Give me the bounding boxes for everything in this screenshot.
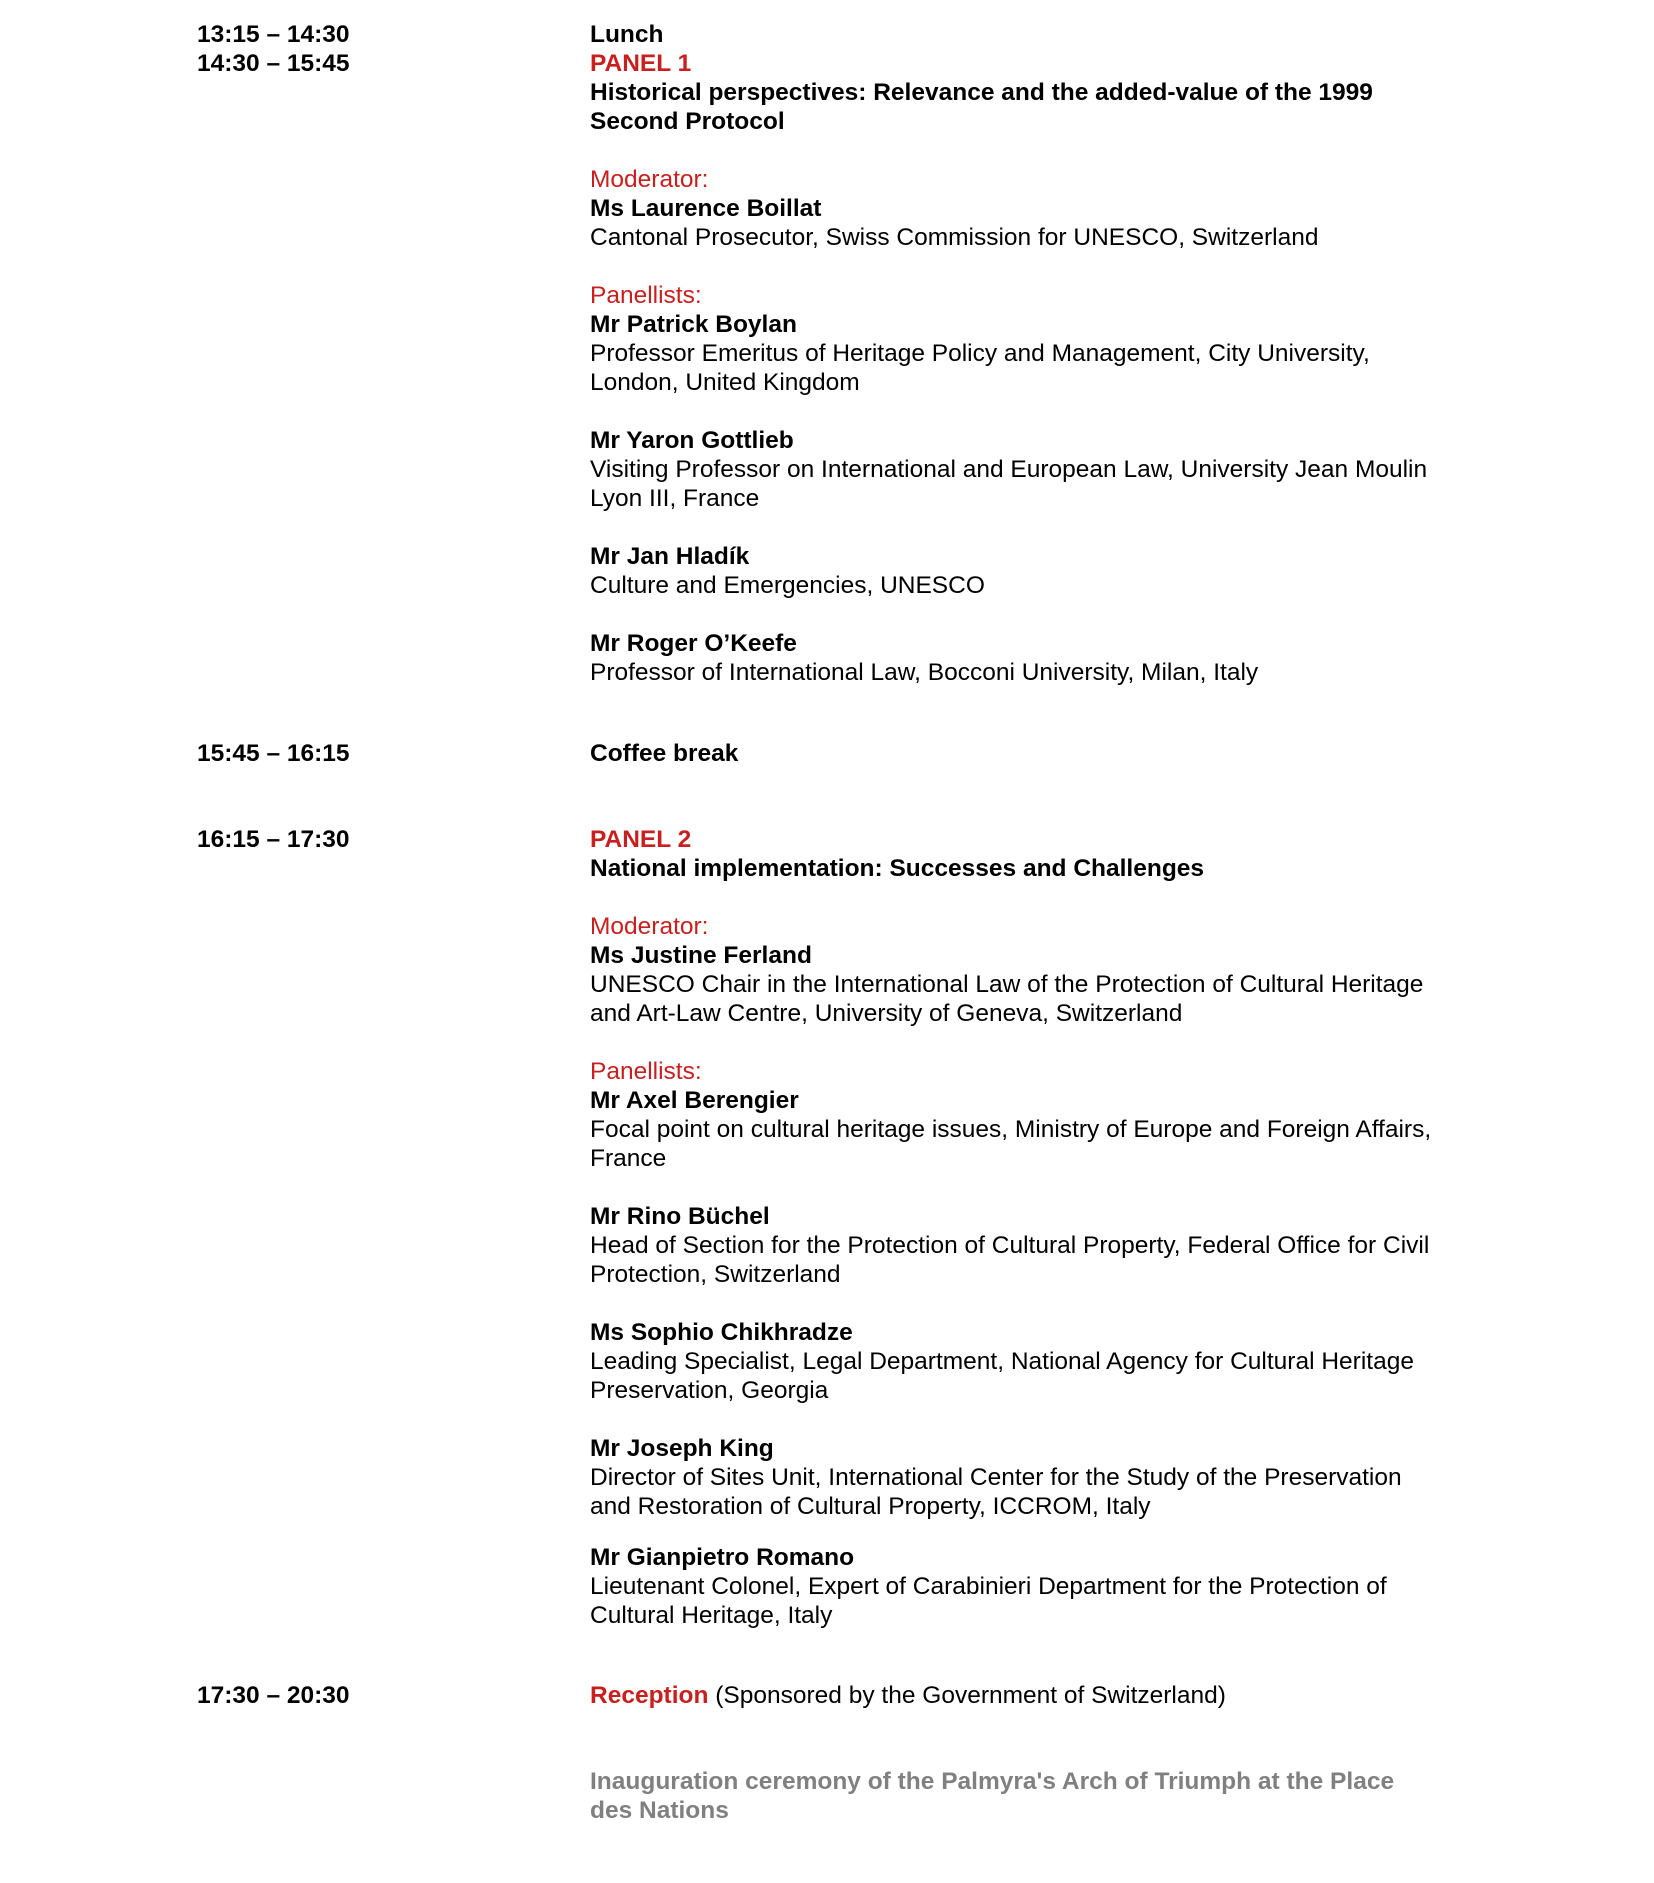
reception-section <box>590 1681 1490 1710</box>
panel-2-title: National implementation: Successes and Challenges <box>590 855 1205 882</box>
panel-1-section <box>590 20 1490 687</box>
reception-label: Reception <box>590 1682 709 1709</box>
lunch-label: Lunch <box>590 21 664 48</box>
panellist-name: Mr Patrick Boylan <box>590 311 797 338</box>
slot-time-reception: 17:30 – 20:30 <box>197 1682 350 1709</box>
reception-line <box>590 1681 1490 1710</box>
panellist-role: and Restoration of Cultural Property, ICCROM, Italy <box>590 1493 1151 1520</box>
inauguration-line-2: des Nations <box>590 1797 729 1824</box>
coffee-break-section <box>590 739 1490 768</box>
slot-time-lunch: 13:15 – 14:30 <box>197 21 350 48</box>
reception-note: (Sponsored by the Government of Switzerland) <box>708 1682 1226 1709</box>
panellist-role: Protection, Switzerland <box>590 1261 841 1288</box>
panellist-name: Mr Joseph King <box>590 1435 774 1462</box>
panellist-role: Cultural Heritage, Italy <box>590 1602 833 1629</box>
panellist-name: Ms Sophio Chikhradze <box>590 1319 853 1346</box>
panel-2-moderator-role: and Art-Law Centre, University of Geneva, Switzerland <box>590 1000 1183 1027</box>
panel-2-moderator-role: UNESCO Chair in the International Law of the Protection of Cultural Heritage <box>590 971 1424 998</box>
panellist-role: Visiting Professor on International and European Law, University Jean Moulin <box>590 456 1428 483</box>
panel-1-moderator-role: Cantonal Prosecutor, Swiss Commission for UNESCO, Switzerland <box>590 224 1319 251</box>
panellist-role: Focal point on cultural heritage issues, Ministry of Europe and Foreign Affairs, <box>590 1116 1432 1143</box>
panel-2-moderator-name: Ms Justine Ferland <box>590 942 812 969</box>
panellist-role: London, United Kingdom <box>590 369 860 396</box>
panellist-role: Head of Section for the Protection of Cultural Property, Federal Office for Civil <box>590 1232 1430 1259</box>
panellist-role: Director of Sites Unit, International Center for the Study of the Preservation <box>590 1464 1402 1491</box>
panellist-name: Mr Jan Hladík <box>590 543 750 570</box>
slot-time-coffee-break: 15:45 – 16:15 <box>197 740 350 767</box>
panel-1-title-line-2: Second Protocol <box>590 108 785 135</box>
panellist-role: France <box>590 1145 667 1172</box>
panel-2-section <box>590 825 1490 1630</box>
panel-1-moderator-name: Ms Laurence Boillat <box>590 195 822 222</box>
panellist-role: Lyon III, France <box>590 485 760 512</box>
panel-2-label: PANEL 2 <box>590 826 692 853</box>
panellist-role: Leading Specialist, Legal Department, National Agency for Cultural Heritage <box>590 1348 1414 1375</box>
slot-time-panel-1: 14:30 – 15:45 <box>197 50 350 77</box>
panellist-name: Mr Yaron Gottlieb <box>590 427 794 454</box>
panellist-role: Preservation, Georgia <box>590 1377 829 1404</box>
inauguration-section <box>590 1767 1490 1825</box>
panellist-name: Mr Roger O’Keefe <box>590 630 797 657</box>
slot-time-panel-2: 16:15 – 17:30 <box>197 826 350 853</box>
panellist-role: Lieutenant Colonel, Expert of Carabinieri Department for the Protection of <box>590 1573 1387 1600</box>
panellist-name: Mr Gianpietro Romano <box>590 1544 855 1571</box>
panel-1-label: PANEL 1 <box>590 50 692 77</box>
panellist-name: Mr Rino Büchel <box>590 1203 770 1230</box>
panellist-role: Culture and Emergencies, UNESCO <box>590 572 985 599</box>
panellist-role: Professor of International Law, Bocconi University, Milan, Italy <box>590 659 1259 686</box>
panellist-role: Professor Emeritus of Heritage Policy and Management, City University, <box>590 340 1370 367</box>
panel-1-title-line-1: Historical perspectives: Relevance and the added-value of the 1999 <box>590 79 1373 106</box>
panel-2-panellists-label: Panellists: <box>590 1058 702 1085</box>
panel-1-moderator-label: Moderator: <box>590 166 709 193</box>
panellist-name: Mr Axel Berengier <box>590 1087 799 1114</box>
panel-2-moderator-label: Moderator: <box>590 913 709 940</box>
panel-1-panellists-label: Panellists: <box>590 282 702 309</box>
coffee-break-label: Coffee break <box>590 740 739 767</box>
inauguration-line-1: Inauguration ceremony of the Palmyra's Arch of Triumph at the Place <box>590 1768 1395 1795</box>
